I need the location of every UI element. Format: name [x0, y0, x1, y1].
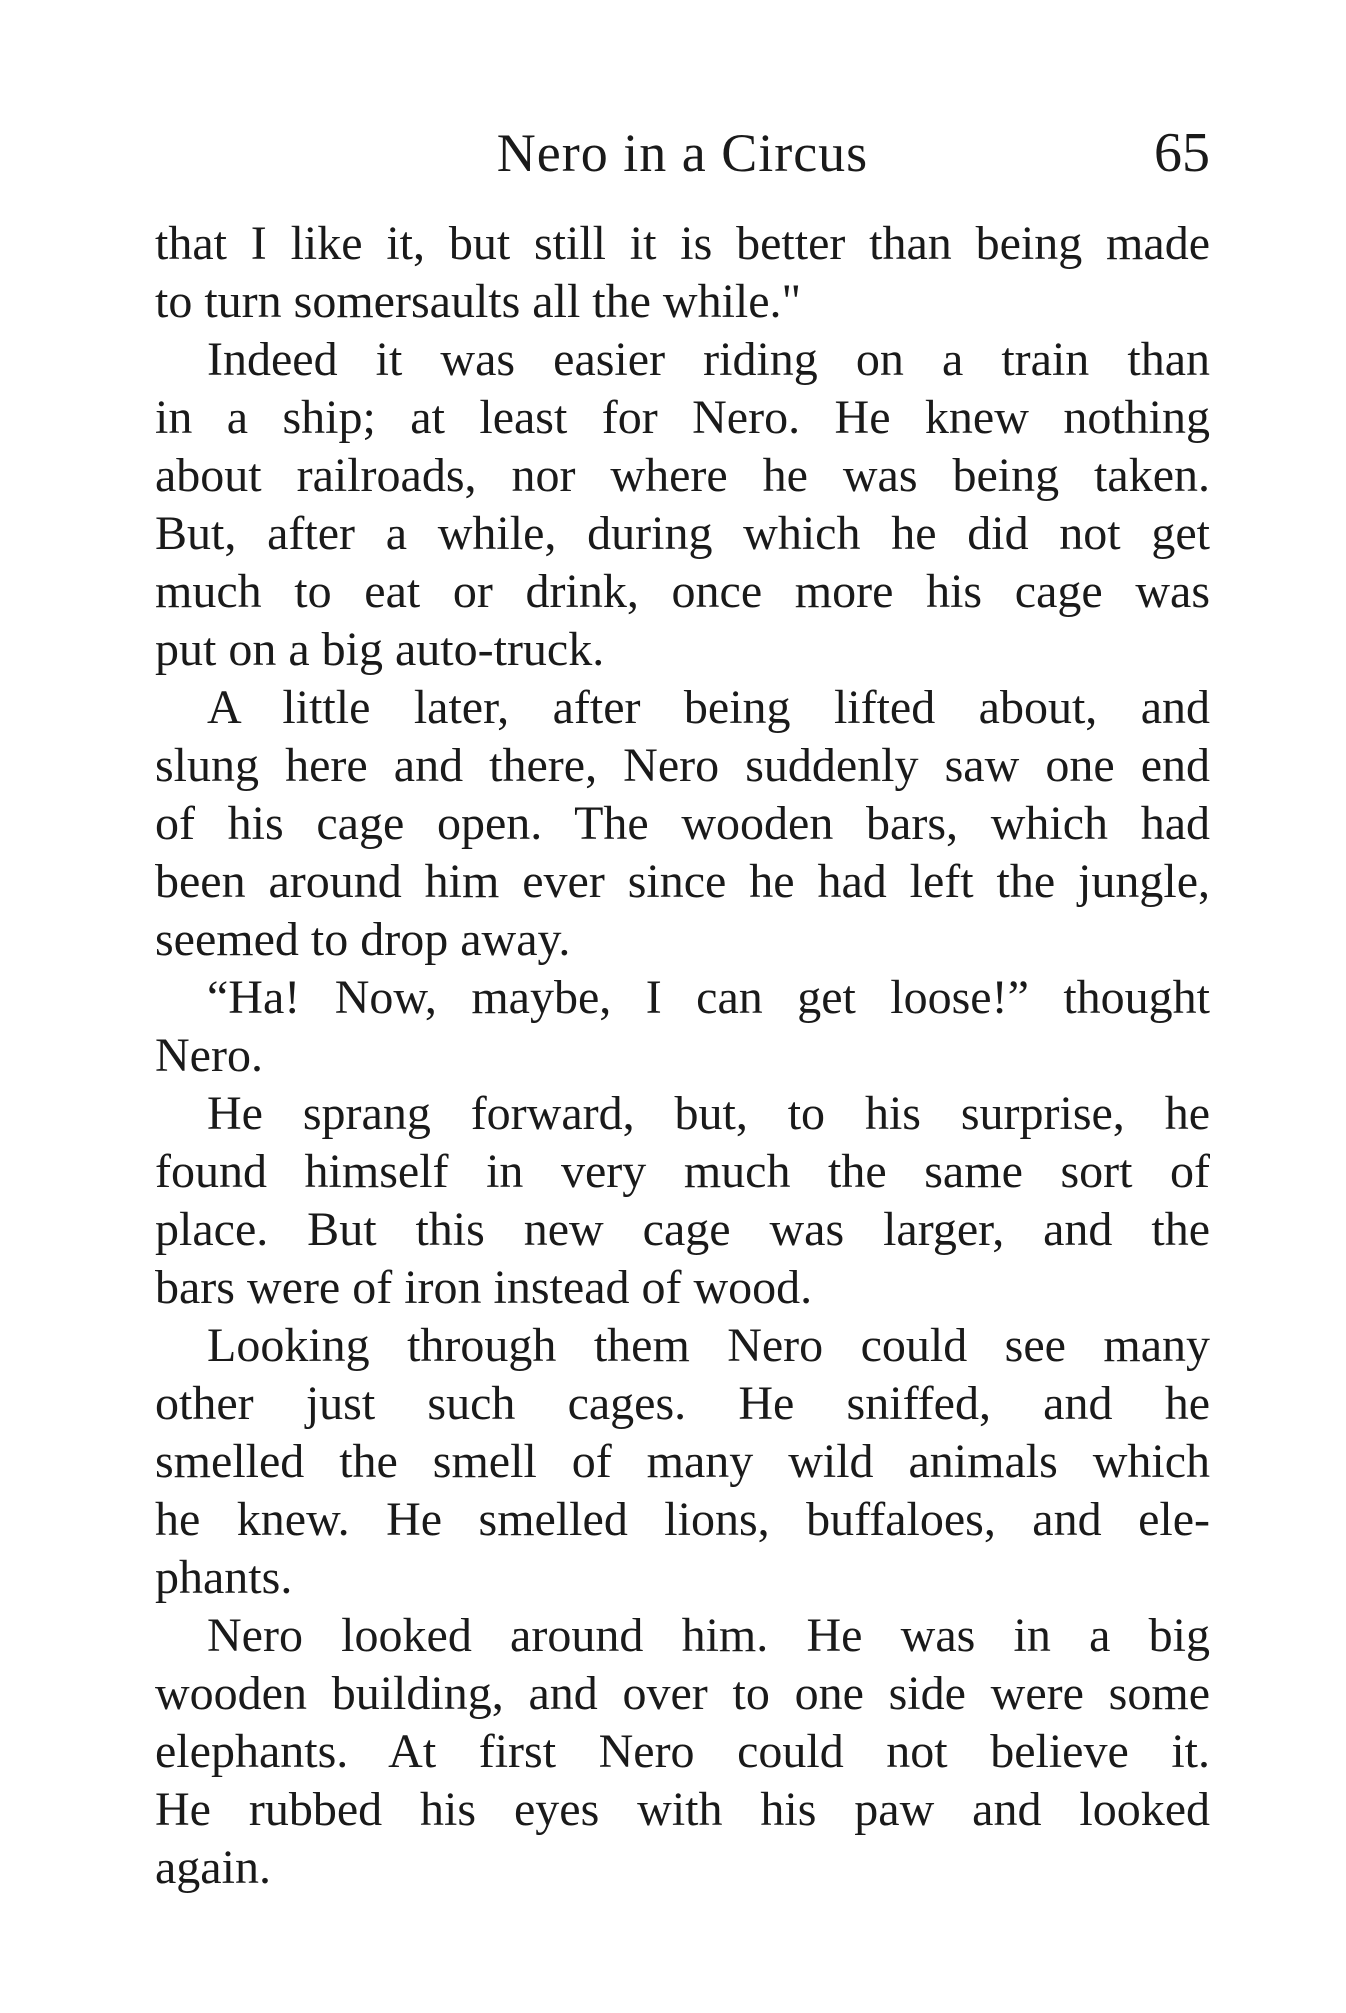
- text-line: slung here and there, Nero suddenly saw one end: [155, 739, 1210, 792]
- text-line: He sprang forward, but, to his surprise, he: [207, 1087, 1210, 1140]
- text-line: he knew. He smelled lions, buffaloes, and ele-: [155, 1493, 1210, 1546]
- chapter-title: Nero in a Circus: [496, 123, 869, 183]
- text-line: put on a big auto-truck.: [155, 623, 605, 676]
- text-line: Nero.: [155, 1029, 263, 1082]
- text-line: in a ship; at least for Nero. He knew nothing: [155, 391, 1210, 444]
- text-line: bars were of iron instead of wood.: [155, 1261, 813, 1314]
- text-line: Indeed it was easier riding on a train than: [207, 333, 1210, 386]
- text-line: place. But this new cage was larger, and the: [155, 1203, 1210, 1256]
- text-line: smelled the smell of many wild animals which: [155, 1435, 1210, 1488]
- text-line: seemed to drop away.: [155, 913, 571, 966]
- text-line: of his cage open. The wooden bars, which had: [155, 797, 1210, 850]
- text-line: He rubbed his eyes with his paw and looked: [155, 1783, 1210, 1836]
- text-line: “Ha! Now, maybe, I can get loose!” thought: [207, 971, 1210, 1024]
- text-line: Nero looked around him. He was in a big: [207, 1609, 1210, 1662]
- text-line: elephants. At first Nero could not believe it.: [155, 1725, 1210, 1778]
- text-line: much to eat or drink, once more his cage was: [155, 565, 1210, 618]
- text-line: to turn somersaults all the while.": [155, 275, 802, 328]
- text-line: Looking through them Nero could see many: [207, 1319, 1210, 1372]
- running-header: [155, 118, 1210, 188]
- page-number: 65: [1154, 122, 1210, 184]
- text-line: other just such cages. He sniffed, and he: [155, 1377, 1210, 1430]
- text-line: about railroads, nor where he was being taken.: [155, 449, 1210, 502]
- text-line: But, after a while, during which he did not get: [155, 507, 1210, 560]
- body-text: [155, 215, 1210, 1897]
- text-line: that I like it, but still it is better than being made: [155, 217, 1210, 270]
- text-line: phants.: [155, 1551, 293, 1604]
- text-line: wooden building, and over to one side were some: [155, 1667, 1210, 1720]
- text-line: found himself in very much the same sort of: [155, 1145, 1210, 1198]
- text-line: A little later, after being lifted about, and: [207, 681, 1210, 734]
- text-line: again.: [155, 1841, 271, 1894]
- text-line: been around him ever since he had left the jungle,: [155, 855, 1210, 908]
